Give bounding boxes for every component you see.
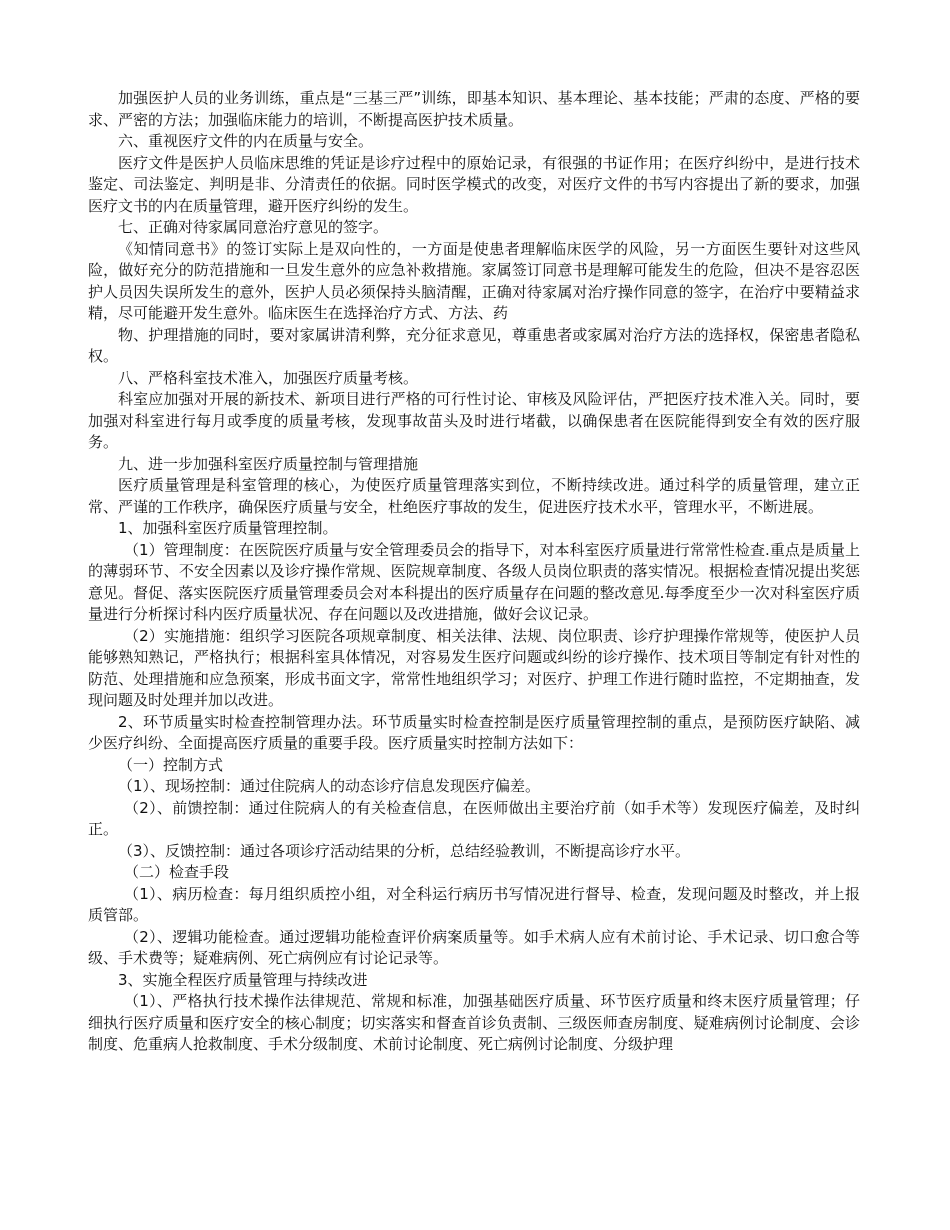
heading-item-1: 1、加强科室医疗质量管理控制。 — [118, 519, 338, 537]
heading-control-methods: （一）控制方式 — [118, 755, 224, 774]
paragraph-record-inspection: （1）、病历检查：每月组织质控小组，对全科运行病历书写情况进行督导、检查，发现问题及时整改，并上报质管部。 — [88, 884, 860, 924]
heading-section-9: 九、进一步加强科室医疗质量控制与管理措施 — [118, 454, 419, 473]
paragraph-field-control: （1）、现场控制：通过住院病人的动态诊疗信息发现医疗偏差。 — [118, 777, 541, 795]
paragraph-link-quality: 2、环节质量实时检查控制管理办法。环节质量实时检查控制是医疗质量管理控制的重点，是预防医疗缺陷、减少医疗纠纷、全面提高医疗质量的重要手段。医疗质量实时控制方法如下： — [88, 712, 860, 752]
heading-item-3: 3、实施全程医疗质量管理与持续改进 — [118, 970, 368, 989]
heading-section-8: 八、严格科室技术准入，加强医疗质量考核。 — [118, 368, 419, 387]
heading-inspection-means: （二）检查手段 — [124, 863, 230, 881]
paragraph-management-system: （1）管理制度：在医院医疗质量与安全管理委员会的指导下，对本科室医疗质量进行常常性检查.重点是质量上的薄弱环节、不安全因素以及诊疗操作常规、医院规章制度、各级人员岗位职责的落实情况。根据检查情况提出奖惩意见。督促、落实医院医疗质量管理委员会对本科提出的医疗质量存在问题的整改意见.每季度至少一次对科室医疗质量进行分析探讨科内医疗质量状况、存在问题以及改进措施，做好会议记录。 — [88, 540, 860, 623]
paragraph-quality-core: 医疗质量管理是科室管理的核心，为使医疗质量管理落实到位，不断持续改进。通过科学的质量管理，建立正常、严谨的工作秩序，确保医疗质量与安全，杜绝医疗事故的发生，促进医疗技术水平，管理水平，不断进展。 — [88, 476, 860, 516]
paragraph-full-process-management: （1）、严格执行技术操作法律规范、常规和标准，加强基础医疗质量、环节医疗质量和终末医疗质量管理；仔细执行医疗质量和医疗安全的核心制度；切实落实和督查首诊负责制、三级医师查房制度、疑难病例讨论制度、会诊制度、危重病人抢救制度、手术分级制度、术前讨论制度、死亡病例讨论制度、分级护理 — [88, 992, 860, 1053]
heading-section-6: 六、重视医疗文件的内在质量与安全。 — [118, 132, 374, 150]
paragraph-informed-consent: 《知情同意书》的签订实际上是双向性的，一方面是使患者理解临床医学的风险，另一方面医生要针对这些风险，做好充分的防范措施和一旦发生意外的应急补救措施。家属签订同意书是理解可能发生的危险，但决不是容忍医护人员因失误所发生的意外，医护人员必须保持头脑清醒，正确对待家属对治疗操作同意的签字，在治疗中要精益求精，尽可能避开发生意外。临床医生在选择治疗方式、方法、药 — [88, 239, 860, 322]
paragraph-feedback-control: （3）、反馈控制：通过各项诊疗活动结果的分析，总结经验教训，不断提高诊疗水平。 — [118, 841, 691, 860]
heading-section-7: 七、正确对待家属同意治疗意见的签字。 — [118, 218, 389, 236]
paragraph-implementation-measures: （2）实施措施：组织学习医院各项规章制度、相关法律、法规、岗位职责、诊疗护理操作常规等，使医护人员能够熟知熟记，严格执行；根据科室具体情况，对容易发生医疗问题或纠纷的诊疗操作、技术项目等制定有针对性的防范、处理措施和应急预案，形成书面文字，常常性地组织学习；对医疗、护理工作进行随时监控，不定期抽查，发现问题及时处理并加以改进。 — [88, 626, 860, 709]
paragraph-medical-documents: 医疗文件是医护人员临床思维的凭证是诊疗过程中的原始记录，有很强的书证作用；在医疗纠纷中，是进行技术鉴定、司法鉴定、判明是非、分清责任的依据。同时医学模式的改变，对医疗文件的书写内容提出了新的要求，加强医疗文书的内在质量管理，避开医疗纠纷的发生。 — [88, 153, 860, 215]
paragraph-logic-inspection: （2）、逻辑功能检查。通过逻辑功能检查评价病案质量等。如手术病人应有术前讨论、手术记录、切口愈合等级、手术费等；疑难病例、死亡病例应有讨论记录等。 — [88, 927, 860, 967]
paragraph-feedforward-control: （2）、前馈控制：通过住院病人的有关检查信息，在医师做出主要治疗前（如手术等）发现医疗偏差，及时纠正。 — [88, 798, 860, 838]
paragraph-training: 加强医护人员的业务训练，重点是“三基三严”训练，即基本知识、基本理论、基本技能；严肃的态度、严格的要求、严密的方法；加强临床能力的培训，不断提高医护技术质量。 — [88, 89, 860, 129]
paragraph-technology-access: 科室应加强对开展的新技术、新项目进行严格的可行性讨论、审核及风险评估，严把医疗技术准入关。同时，要加强对科室进行每月或季度的质量考核，发现事故苗头及时进行堵截，以确保患者在医院能得到安全有效的医疗服务。 — [88, 390, 860, 451]
document-body — [88, 88, 860, 1056]
paragraph-informed-consent-cont: 物、护理措施的同时，要对家属讲清利弊，充分征求意见，尊重患者或家属对治疗方法的选择权，保密患者隐私权。 — [88, 325, 860, 365]
